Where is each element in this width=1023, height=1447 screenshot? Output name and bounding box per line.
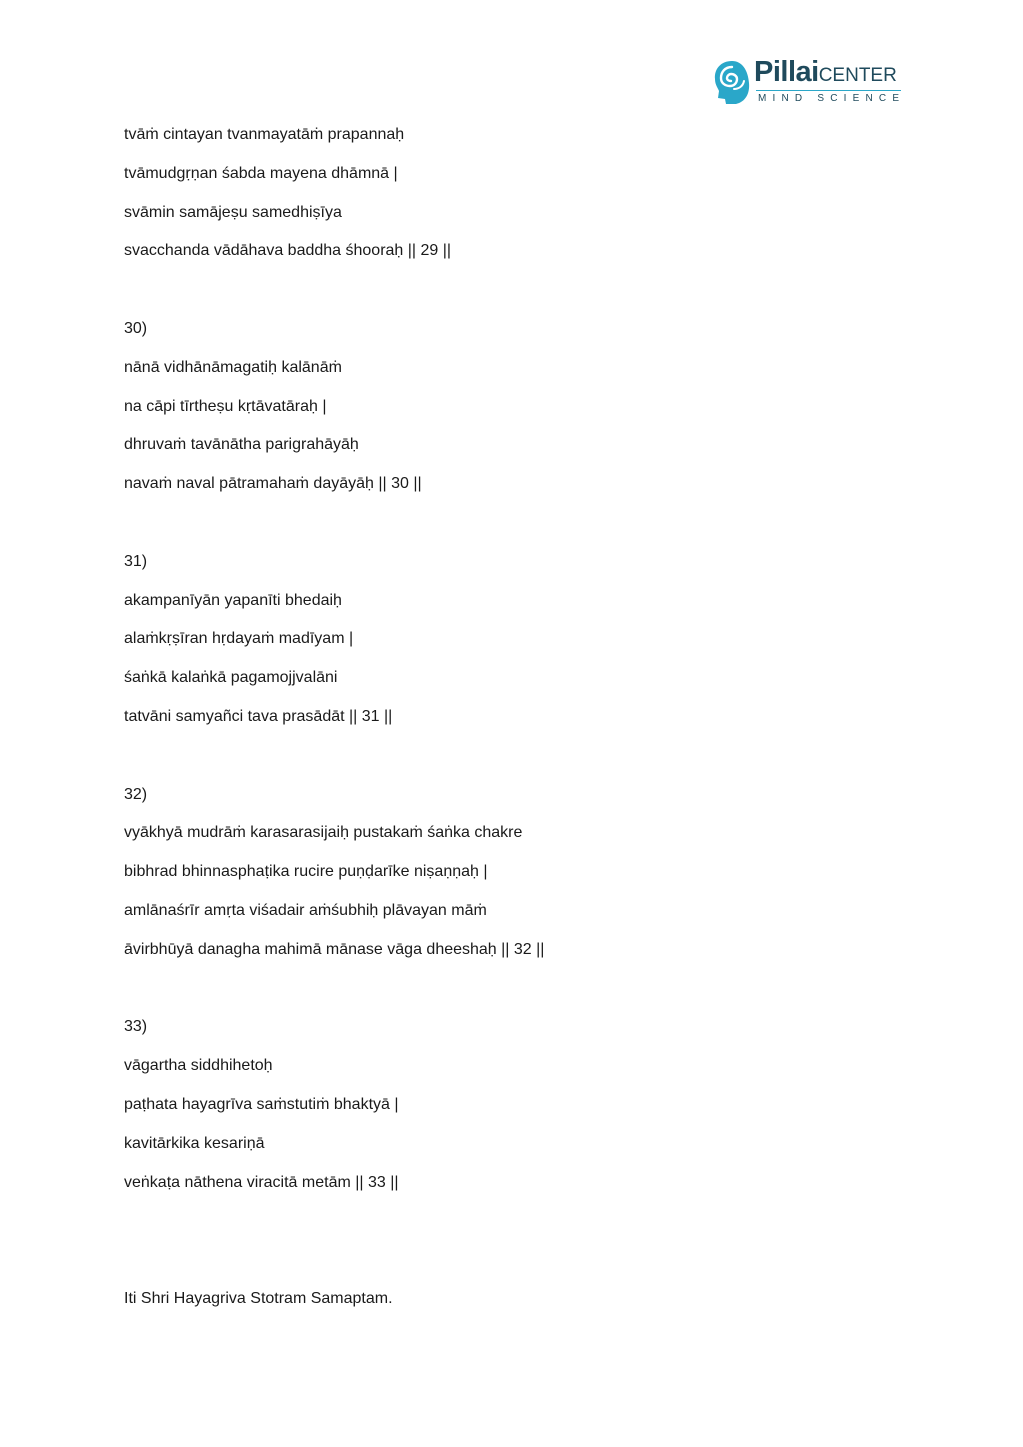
verse-line: tvāmudgṛṇan śabda mayena dhāmnā | — [124, 164, 398, 182]
verse-line: nānā vidhānāmagatiḥ kalānāṁ — [124, 358, 342, 376]
verse-line: śaṅkā kalaṅkā pagamojjvalāni — [124, 669, 338, 687]
verse-line: dhruvaṁ tavānātha parigrahāyāḥ — [124, 436, 359, 454]
verse-number: 32) — [124, 785, 148, 803]
verse-line: vāgartha siddhihetoḥ — [124, 1057, 273, 1075]
spacer — [124, 513, 904, 552]
verse-line: amlānaśrīr amṛta viśadair aṁśubhiḥ plāvayan māṁ — [124, 901, 487, 919]
brand-tagline: MIND SCIENCE — [758, 93, 906, 104]
brand-suffix: CENTER — [818, 65, 897, 86]
verse-line: na cāpi tīrtheṣu kṛtāvatāraḥ | — [124, 397, 327, 415]
head-profile-swirl-icon — [712, 58, 752, 106]
verse-number: 31) — [124, 552, 148, 570]
pillai-center-logo — [712, 58, 904, 106]
spacer — [124, 979, 904, 1018]
verse-line: kavitārkika kesariṇā — [124, 1134, 265, 1152]
verse-line: navaṁ naval pātramahaṁ dayāyāḥ || 30 || — [124, 475, 422, 493]
verse-line: paṭhata hayagrīva saṁstutiṁ bhaktyā | — [124, 1095, 399, 1113]
brand-main: Pillai — [754, 56, 819, 88]
verse-line: svacchanda vādāhava baddha śhooraḥ || 29 || — [124, 242, 452, 260]
verse-line: tvāṁ cintayan tvanmayatāṁ prapannaḥ — [124, 126, 405, 143]
verse-line: akampanīyān yapanīti bhedaiḥ — [124, 591, 342, 609]
spacer — [124, 746, 904, 785]
verse-line: veṅkaṭa nāthena viracitā metām || 33 || — [124, 1173, 399, 1191]
closing-line: Iti Shri Hayagriva Stotram Samaptam. — [124, 1289, 393, 1307]
spacer — [124, 1211, 904, 1289]
verse-number: 30) — [124, 319, 148, 337]
verse-line: bibhrad bhinnasphaṭika rucire puṇḍarīke niṣaṇṇaḥ | — [124, 863, 488, 881]
brand-divider — [756, 90, 901, 91]
verse-line: alaṁkṛṣīran hṛdayaṁ madīyam | — [124, 630, 354, 648]
brand-name — [754, 58, 897, 87]
verse-line: vyākhyā mudrāṁ karasarasijaiḥ pustakaṁ śaṅka chakre — [124, 824, 523, 842]
stotram-text — [124, 125, 904, 1328]
verse-line: tatvāni samyañci tava prasādāt || 31 || — [124, 707, 393, 725]
verse-line: svāmin samājeṣu samedhiṣīya — [124, 203, 342, 221]
verse-number: 33) — [124, 1018, 148, 1036]
verse-line: āvirbhūyā danagha mahimā mānase vāga dheeshaḥ || 32 || — [124, 940, 545, 958]
spacer — [124, 280, 904, 319]
